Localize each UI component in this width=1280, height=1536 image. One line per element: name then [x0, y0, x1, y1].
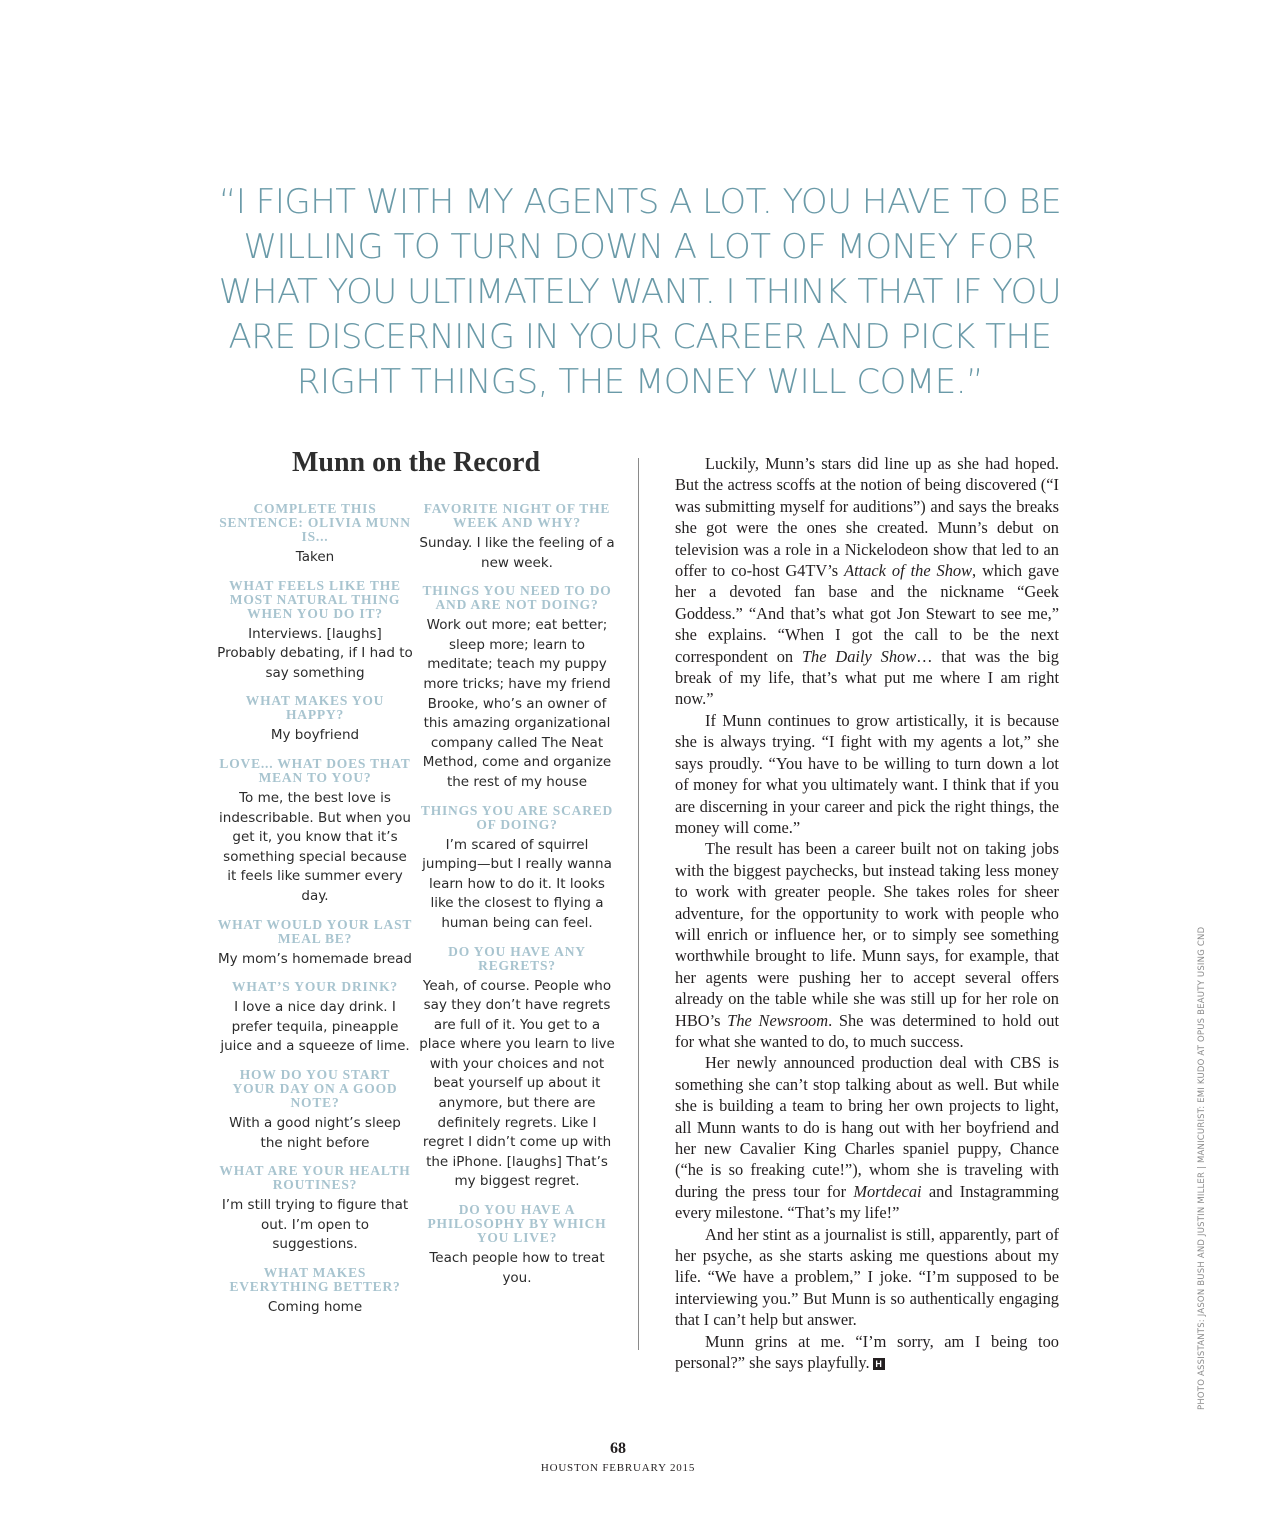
qa-question: FAVORITE NIGHT OF THE WEEK AND WHY?: [423, 501, 611, 530]
qa-item: [419, 502, 615, 573]
qa-answer: I’m still trying to figure that out. I’m open to suggestions.: [221, 1197, 409, 1253]
qa-answer: My boyfriend: [270, 727, 360, 744]
qa-question: WHAT ARE YOUR HEALTH ROUTINES?: [219, 1163, 411, 1193]
qa-question: DO YOU HAVE ANY REGRETS?: [448, 943, 586, 973]
qa-answer: I love a nice day drink. I prefer tequila, pineapple juice and a squeeze of lime.: [220, 999, 410, 1055]
article-paragraph: [675, 838, 1059, 1052]
qa-item: [419, 804, 615, 934]
qa-question: DO YOU HAVE A PHILOSOPHY BY WHICH YOU LIVE?: [427, 1202, 607, 1246]
qa-item: [217, 757, 413, 907]
qa-answer: I’m scared of squirrel jumping—but I really wanna learn how to do it. It looks like the closest to flying a human being can feel.: [422, 836, 612, 931]
page-number: 68: [610, 1440, 626, 1457]
qa-answer: Sunday. I like the feeling of a new week.: [419, 535, 615, 571]
end-mark-icon: H: [873, 1358, 885, 1370]
qa-item: [419, 584, 615, 792]
show-title: Attack of the Show: [844, 561, 973, 581]
qa-item: [217, 502, 413, 568]
column-divider: [638, 458, 639, 1350]
article-paragraph: If Munn continues to grow artistically, it is because she is always trying. “I fight with my agents a lot,” she says proudly. “You have to be willing to turn down a lot of money for what you ultimately want. I think that if you are discerning in your career and pick the right things, the money will come.”: [675, 710, 1059, 837]
qa-answer: Coming home: [267, 1298, 363, 1315]
text-run: and Instagramming every milestone. “That’s my life!”: [675, 1181, 1060, 1223]
show-title: The Daily Show: [801, 646, 917, 666]
pull-quote: “I FIGHT WITH MY AGENTS A LOT. YOU HAVE TO BE WILLING TO TURN DOWN A LOT OF MONEY FOR WHAT YOU ULTIMATELY WANT. I THINK THAT IF YOU ARE DISCERNING IN YOUR CAREER AND PICK THE RIGHT THINGS, THE MONEY WILL COME.”: [218, 182, 1062, 402]
qa-column-right: [419, 502, 615, 1299]
qa-item: [217, 980, 413, 1057]
qa-question: WHAT FEELS LIKE THE MOST NATURAL THING WHEN YOU DO IT?: [229, 577, 401, 621]
article-paragraph: [675, 1052, 1059, 1223]
qa-question: WHAT’S YOUR DRINK?: [232, 979, 398, 995]
qa-question: COMPLETE THIS SENTENCE: OLIVIA MUNN IS...: [219, 501, 411, 544]
qa-column-left: [217, 502, 413, 1328]
qa-item: [217, 918, 413, 970]
qa-question: LOVE... WHAT DOES THAT MEAN TO YOU?: [219, 755, 411, 785]
qa-question: WHAT MAKES YOU HAPPY?: [245, 693, 385, 723]
qa-answer: Work out more; eat better; sleep more; learn to meditate; teach my puppy more tricks; have my friend Brooke, who’s an owner of this amazing organizational company called The Neat Method, come and organize the rest of my house: [422, 617, 612, 790]
text-run: … that was the big break of my life, that’s what put me where I am right now.”: [675, 646, 1059, 709]
article-paragraph: [675, 1331, 1059, 1374]
film-title: Mortdecai: [853, 1181, 922, 1201]
qa-item: [419, 1203, 615, 1288]
qa-question: WHAT MAKES EVERYTHING BETTER?: [229, 1264, 401, 1294]
article-paragraph: And her stint as a journalist is still, apparently, part of her psyche, as she starts asking me questions about my life. “We have a problem,” I joke. “I’m supposed to be interviewing you.” But Munn is so authentically engaging that I can’t help but answer.: [675, 1224, 1059, 1330]
qa-item: [217, 1164, 413, 1255]
article-body: [675, 453, 1059, 1373]
qa-item: [217, 1068, 413, 1153]
article-paragraph: [675, 453, 1059, 710]
issue-line: HOUSTON FEBRUARY 2015: [540, 1462, 696, 1474]
qa-answer: Teach people how to treat you.: [429, 1250, 605, 1286]
text-run: Luckily, Munn’s stars did line up as she had hoped. But the actress scoffs at the notion of being discovered (“I was submitting myself for auditions”) and says the breaks she got were the ones she created. Munn’s debut on television was a role in a Nickelodeon show that led to an offer to co-host G4TV’s: [675, 454, 1059, 581]
qa-question: HOW DO YOU START YOUR DAY ON A GOOD NOTE?: [232, 1066, 398, 1110]
qa-answer: Taken: [295, 549, 335, 565]
text-run: . She was determined to hold out for what she wanted to do, to much success.: [675, 1010, 1060, 1051]
show-title: The Newsroom: [727, 1010, 829, 1030]
qa-item: [217, 694, 413, 746]
qa-question: WHAT WOULD YOUR LAST MEAL BE?: [217, 916, 413, 946]
text-run: Munn grins at me. “I’m sorry, am I being too personal?” she says playfully.: [675, 1331, 1059, 1373]
text-run: Her newly announced production deal with CBS is something she can’t stop talking about as well. But while she is building a team to bring her own projects to light, all Munn wants to do is hang out with her boyfriend and her new Cavalier King Charles spaniel puppy, Chance (“he is so freaking cute!”), whom she is traveling with during the press tour for: [675, 1053, 1059, 1201]
qa-answer: Yeah, of course. People who say they don’t have regrets are full of it. You get to a place where you learn to live with your choices and not beat yourself up about it anymore, but there are definitely regrets. Like I regret I didn’t come up with the iPhone. [laughs] That’s my biggest regret.: [419, 977, 615, 1190]
photo-credits: PHOTO ASSISTANTS: JASON BUSH AND JUSTIN MILLER | MANICURIST: EMI KUDO AT OPUS BEAUTY USING CND: [1197, 926, 1207, 1410]
qa-answer: To me, the best love is indescribable. But when you get it, you know that it’s something special because it feels like summer every day.: [219, 789, 411, 904]
sidebar-title: Munn on the Record: [291, 447, 541, 478]
qa-question: THINGS YOU ARE SCARED OF DOING?: [420, 802, 614, 832]
qa-answer: My mom’s homemade bread: [218, 950, 412, 967]
qa-item: [419, 945, 615, 1193]
qa-item: [217, 579, 413, 684]
qa-answer: With a good night’s sleep the night before: [229, 1114, 401, 1151]
qa-question: THINGS YOU NEED TO DO AND ARE NOT DOING?: [422, 583, 612, 613]
text-run: The result has been a career built not on taking jobs with the biggest paychecks, but instead taking less money to work with greater people. She takes roles for sheer adventure, for the opportunity to work with people who will enrich or influence her, or to simply see something worthwhile brought to life. Munn says, for example, that her agents were pushing her to accept several offers already on the table while she was still up for her role on HBO’s: [675, 839, 1059, 1030]
text-run: , which gave her a devoted fan base and the nickname “Geek Goddess.” “And that’s what got Jon Stewart to see me,” she explains. “When I got the call to be the next correspondent on: [675, 561, 1059, 666]
qa-item: [217, 1266, 413, 1318]
qa-answer: Interviews. [laughs] Probably debating, if I had to say something: [217, 625, 413, 681]
